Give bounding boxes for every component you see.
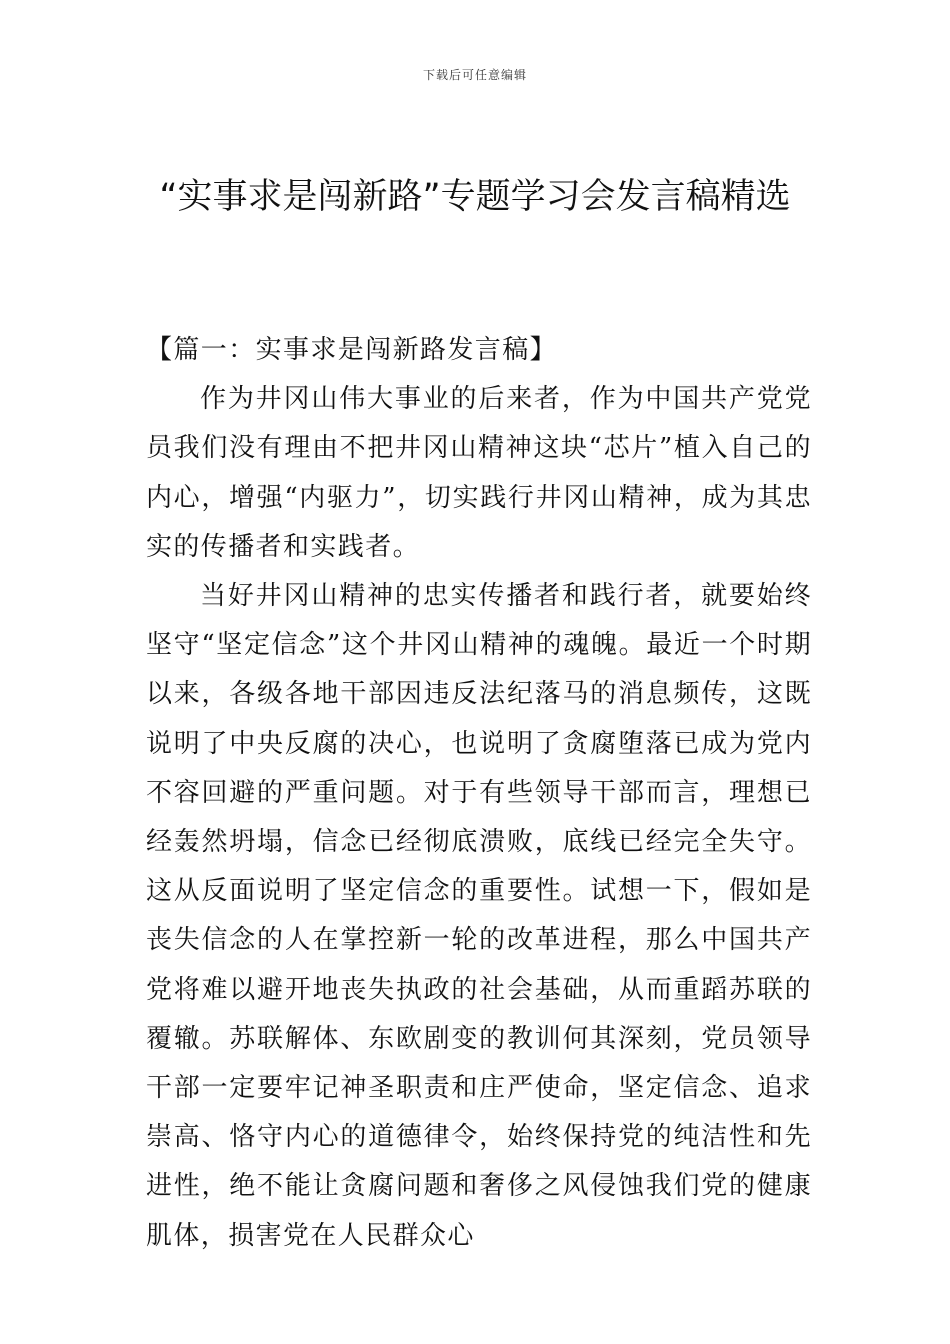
header-note: 下载后可任意编辑 [422, 68, 527, 82]
section-heading: 【篇一：实事求是闯新路发言稿】 [146, 335, 558, 365]
paragraph-2: 当好井冈山精神的忠实传播者和践行者，就要始终坚守“坚定信念”这个井冈山精神的魂魄。最近一个时期以来，各级各地干部因违反法纪落马的消息频传，这既说明了中央反腐的决心，也说明了贪腐堕落已成为党内不容回避的严重问题。对于有些领导干部而言，理想已经轰然坍塌，信念已经彻底溃败，底线已经完全失守。这从反面说明了坚定信念的重要性。试想一下，假如是丧失信念的人在掌控新一轮的改革进程，那么中国共产党将难以避开地丧失执政的社会基础，从而重蹈苏联的覆辙。苏联解体、东欧剧变的教训何其深刻，党员领导干部一定要牢记神圣职责和庄严使命，坚定信念、追求崇高、恪守内心的道德律令，始终保持党的纯洁性和先进性，绝不能让贪腐问题和奢侈之风侵蚀我们党的健康肌体，损害党在人民群众心 [146, 581, 812, 1251]
document-body [146, 326, 812, 1261]
document-title: “实事求是闯新路”专题学习会发言稿精选 [159, 177, 791, 217]
paragraph-1: 作为井冈山伟大事业的后来者，作为中国共产党党员我们没有理由不把井冈山精神这块“芯片”植入自己的内心，增强“内驱力”，切实践行井冈山精神，成为其忠实的传播者和实践者。 [146, 384, 812, 562]
